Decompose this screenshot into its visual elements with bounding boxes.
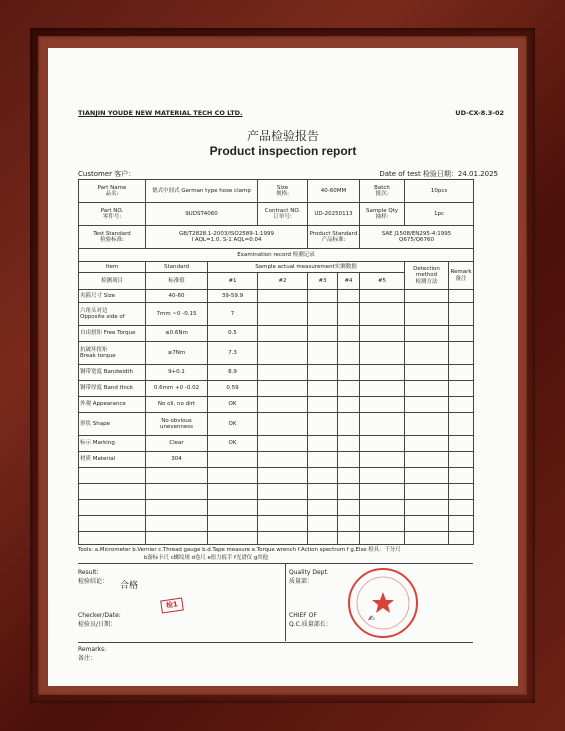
result-label: Result: 检验结论： (78, 569, 109, 585)
row-item: 外观 Appearance (79, 397, 146, 413)
empty-row (79, 500, 474, 516)
row-standard: Clear (146, 436, 208, 452)
row-item: 抗破坏扭矩 Break torque (79, 342, 146, 365)
empty-row (79, 516, 474, 532)
row-item: 自由扭矩 Free Torque (79, 326, 146, 342)
row-standard: 7mm ~0 -0.15 (146, 303, 208, 326)
row-n1: OK (208, 413, 258, 436)
row-n1: 0.59 (208, 381, 258, 397)
size-value: 40-60MM (308, 180, 360, 203)
row-standard: 0.6mm +0 -0.02 (146, 381, 208, 397)
test-standard-value: GB/T2828.1-2003/ISO2589-1:1999 I AQL=1.0, S-1 AQL=0.04 (146, 226, 308, 249)
sub-standard: 标准值 (146, 273, 208, 290)
sub-n5: #5 (360, 273, 405, 290)
size-label: Size 规格: (258, 180, 308, 203)
row-n1: 0.5 (208, 326, 258, 342)
table-row (79, 342, 474, 365)
checker-label: Checker/Date: 检验员/日期： (78, 612, 121, 628)
table-row (79, 436, 474, 452)
remarks-label: Remarks: 备注： (78, 646, 107, 662)
row-n1 (208, 452, 258, 468)
row-n1: 7.3 (208, 342, 258, 365)
batch-value: 10pcs (405, 180, 474, 203)
test-standard-label: Test Standard 检验标准: (79, 226, 146, 249)
table-row (79, 326, 474, 342)
title-chinese: 产品检验报告 (246, 129, 319, 143)
company-name: TIANJIN YOUDE NEW MATERIAL TECH CO LTD. (78, 109, 243, 117)
empty-row (79, 532, 474, 545)
contract-label: Contract NO. 订单号: (258, 203, 308, 226)
company-seal-icon (348, 568, 418, 638)
row-item: 夹箍尺寸 Size (79, 290, 146, 303)
date-of-test: Date of test 检验日期：24.01.2025 (379, 170, 498, 178)
sub-item: 检测项目 (79, 273, 146, 290)
product-standard-value: SAE J1508/EN295-4:1995 Q675/Q6760 (360, 226, 474, 249)
row-item: 钢带厚度 Band thick (79, 381, 146, 397)
report-paper (48, 48, 518, 686)
checker-stamp: 检1 (160, 598, 184, 614)
tools-line: Tools: a.Micrometer b.Vernier c.Thread gauge b.d.Tape measure e.Torque wrench f.Action spectrum f g.Else 检具：千分尺 (78, 547, 401, 553)
batch-label: Batch 批次: (360, 180, 405, 203)
inspection-table (78, 179, 474, 545)
tools-line-cn: b游标卡尺 c螺纹规 d卷尺 e扭力扳手 f光谱仪 g其他 (144, 555, 269, 561)
row-standard: No oil, no dirt (146, 397, 208, 413)
signature-mark: ✍ (368, 614, 375, 623)
table-row (79, 413, 474, 436)
table-row (79, 303, 474, 326)
footer-bottom-border (78, 642, 473, 643)
sub-n2: #2 (258, 273, 308, 290)
table-row (79, 397, 474, 413)
row-item: 标示 Marking (79, 436, 146, 452)
col-remark: Remark 备注 (449, 262, 474, 290)
quality-dept-label: Quality Dept. 质量部： (289, 569, 329, 585)
footer-top-border (78, 563, 473, 564)
row-n1: OK (208, 436, 258, 452)
table-row (79, 290, 474, 303)
row-standard: ≤0.6Nm (146, 326, 208, 342)
empty-row (79, 484, 474, 500)
row-n1: 7 (208, 303, 258, 326)
row-n1: OK (208, 397, 258, 413)
col-detection-method: Detection method 检测方法 (405, 262, 449, 290)
row-item: 钢带宽度 Bandwidth (79, 365, 146, 381)
row-item: 六角头对边 Opposite side of (79, 303, 146, 326)
col-standard: Standard (146, 262, 208, 273)
sample-qty-label: Sample Qty 抽样: (360, 203, 405, 226)
row-standard: No obvious unevenness (146, 413, 208, 436)
row-standard: 304 (146, 452, 208, 468)
part-no-value: 9UDST4060 (146, 203, 258, 226)
col-item: Item (79, 262, 146, 273)
col-sample-measurement: Sample actual measurement实测数据 (208, 262, 405, 273)
part-no-label: Part NO. 零件号: (79, 203, 146, 226)
sub-n4: #4 (338, 273, 360, 290)
sub-n3: #3 (308, 273, 338, 290)
row-standard: ≥7Nm (146, 342, 208, 365)
sub-n1: #1 (208, 273, 258, 290)
sample-qty-value: 1pc (405, 203, 474, 226)
result-value: 合格 (120, 581, 139, 591)
part-name-label: Part Name 品名: (79, 180, 146, 203)
title-english: Product inspection report (209, 144, 357, 158)
table-row (79, 381, 474, 397)
footer-divider (285, 563, 286, 641)
contract-value: UD-20250113 (308, 203, 360, 226)
chief-label: CHIEF OF Q.C.质量部长： (289, 612, 332, 628)
row-n1: 8.9 (208, 365, 258, 381)
examination-record-title: Examination record 检测记录 (79, 249, 474, 262)
customer-label: Customer 客户： (78, 170, 136, 178)
row-item: 形状 Shape (79, 413, 146, 436)
document-number: UD-CX-8.3-02 (455, 109, 504, 117)
table-row (79, 365, 474, 381)
empty-row (79, 468, 474, 484)
table-row (79, 452, 474, 468)
row-standard: 40-60 (146, 290, 208, 303)
row-standard: 9+0.1 (146, 365, 208, 381)
part-name-value: 德式中间式 German type hose clamp (146, 180, 258, 203)
product-standard-label: Product Standard 产品标准: (308, 226, 360, 249)
row-item: 材质 Material (79, 452, 146, 468)
row-n1: 39-59.9 (208, 290, 258, 303)
